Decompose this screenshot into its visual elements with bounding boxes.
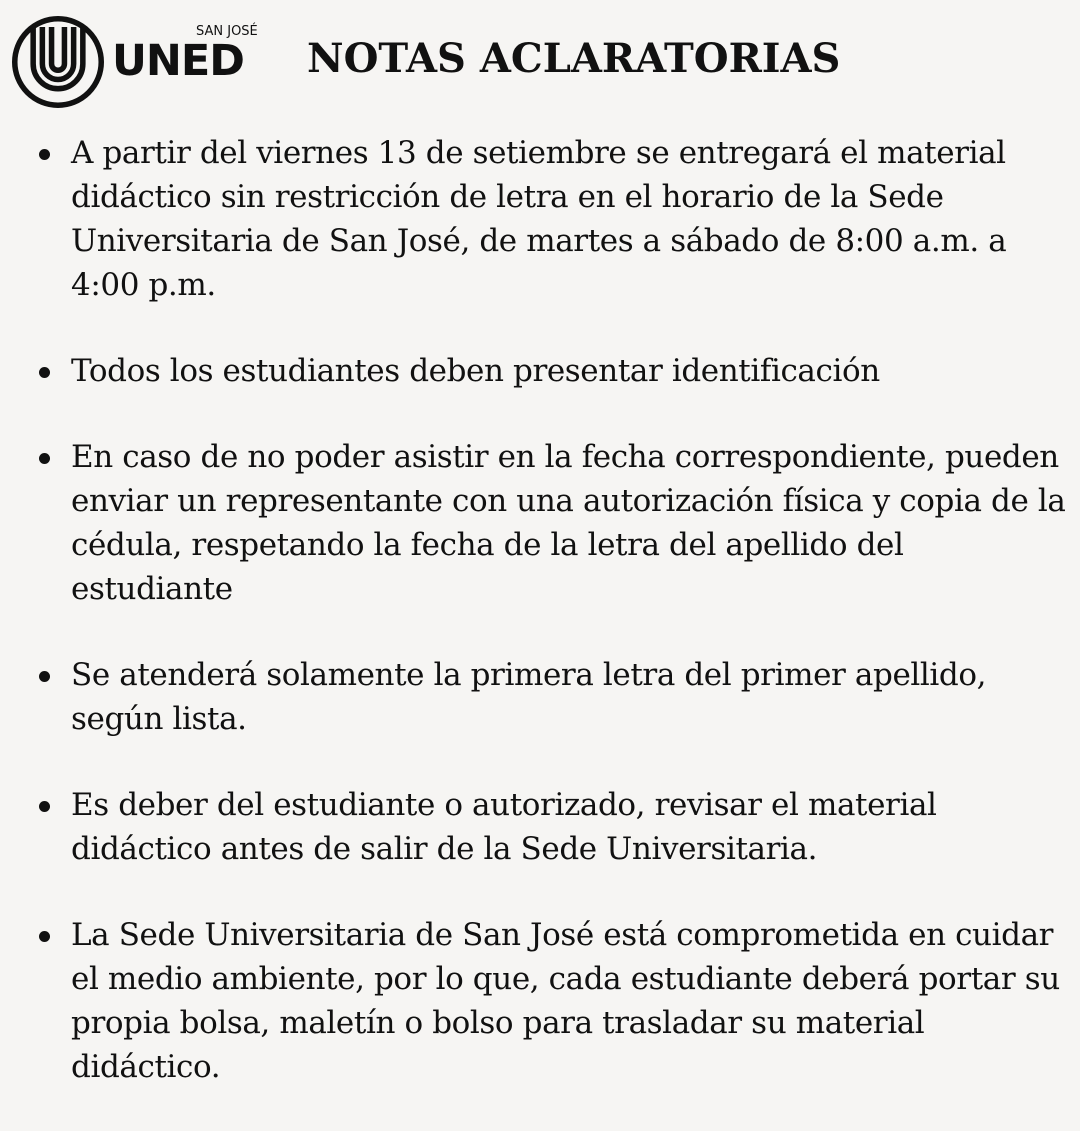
bullet-icon xyxy=(39,671,50,682)
logo-wordmark: UNED xyxy=(112,36,244,86)
uned-concentric-logo-icon xyxy=(12,16,104,108)
logo-subtitle: SAN JOSÉ xyxy=(196,24,258,39)
note-text: La Sede Universitaria de San José está comprometida en cuidar el medio ambiente, por lo que, cada estudiante deberá portar su propia bolsa, maletín o bolso para trasladar su material didáctico. xyxy=(71,917,1060,1085)
note-item xyxy=(0,131,1071,307)
bullet-icon xyxy=(39,149,50,160)
note-item xyxy=(0,783,1071,871)
note-text: Todos los estudiantes deben presentar identificación xyxy=(71,353,880,389)
bullet-icon xyxy=(39,931,50,942)
note-item xyxy=(0,653,1071,741)
bullet-icon xyxy=(39,367,50,378)
note-item xyxy=(0,349,1071,393)
note-text: En caso de no poder asistir en la fecha correspondiente, pueden enviar un representante con una autorización física y copia de la cédula, respetando la fecha de la letra del apellido del estudiante xyxy=(71,439,1066,607)
page-title: NOTAS ACLARATORIAS xyxy=(307,35,841,82)
bullet-icon xyxy=(39,801,50,812)
note-text: A partir del viernes 13 de setiembre se entregará el material didáctico sin restricción de letra en el horario de la Sede Universitaria de San José, de martes a sábado de 8:00 a.m. a 4:00 p.m. xyxy=(71,135,1007,303)
notes-list xyxy=(0,131,1080,1131)
note-text: Es deber del estudiante o autorizado, revisar el material didáctico antes de salir de la Sede Universitaria. xyxy=(71,787,937,867)
header xyxy=(0,0,1080,125)
note-item xyxy=(0,913,1071,1089)
note-text: Se atenderá solamente la primera letra del primer apellido, según lista. xyxy=(71,657,987,737)
note-item xyxy=(0,435,1071,611)
bullet-icon xyxy=(39,453,50,464)
